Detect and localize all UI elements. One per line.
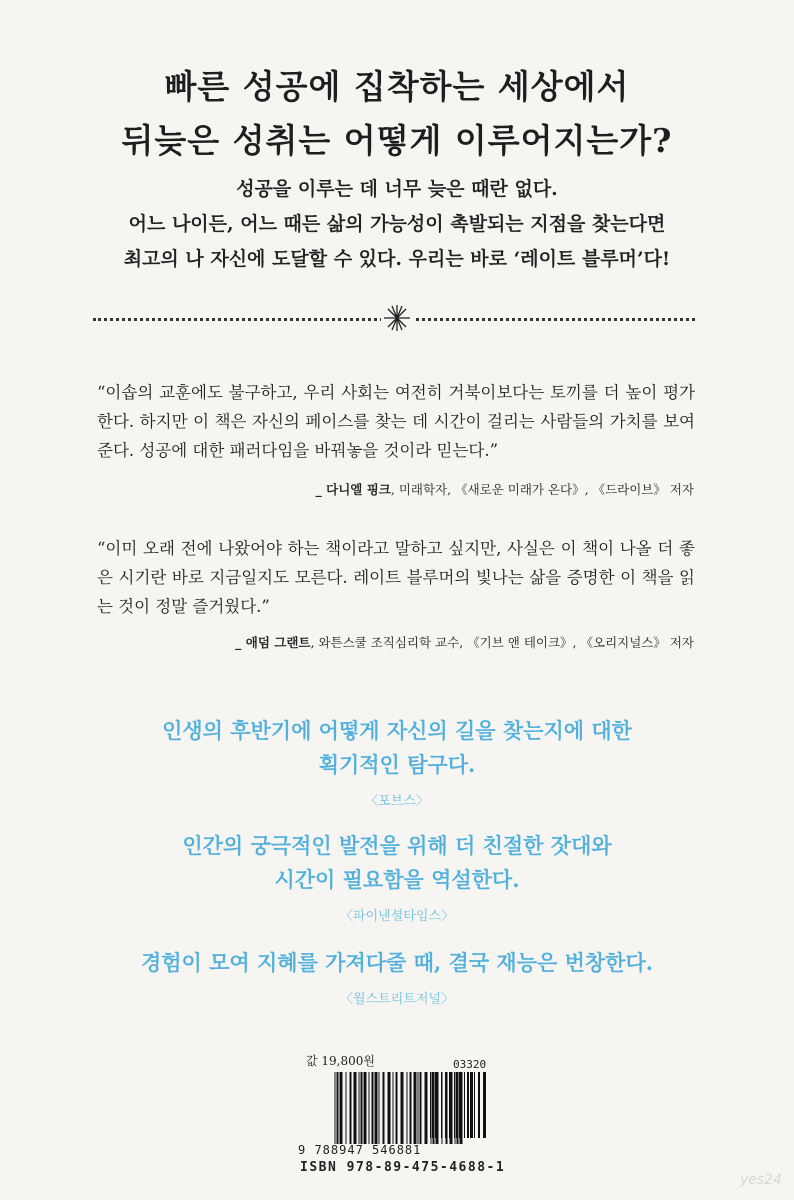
barcode-bar bbox=[467, 1072, 469, 1138]
review-source-1: 〈포브스〉 bbox=[365, 794, 429, 809]
barcode-bar bbox=[414, 1072, 417, 1144]
barcode-bar bbox=[350, 1072, 352, 1144]
barcode-bar bbox=[379, 1072, 380, 1144]
barcode-bar bbox=[410, 1072, 412, 1144]
barcode-bar bbox=[372, 1072, 374, 1144]
press-review-2 bbox=[0, 829, 794, 897]
intro-text bbox=[0, 172, 794, 277]
review-line-2: 획기적인 탐구다. bbox=[318, 752, 476, 777]
barcode-bar bbox=[441, 1072, 442, 1138]
barcode-bar bbox=[346, 1072, 347, 1144]
barcode-bar bbox=[396, 1072, 398, 1144]
intro-line-1: 성공을 이루는 데 너무 늦은 때란 없다. bbox=[236, 178, 558, 200]
barcode-bar bbox=[449, 1072, 452, 1138]
barcode-bar bbox=[464, 1072, 465, 1138]
barcode-bar bbox=[470, 1072, 473, 1138]
review-line-1: 인생의 후반기에 어떻게 자신의 길을 찾는지에 대한 bbox=[162, 718, 632, 743]
barcode-bar bbox=[364, 1072, 367, 1144]
endorsement-quote-1: “이솝의 교훈에도 불구하고, 우리 사회는 여전히 거북이보다는 토끼를 더 높이 평가한다. 하지만 이 책은 자신의 페이스를 찾는 데 시간이 걸리는 사람들의 가치를 보여준다. 성공에 대한 패러다임을 바꿔놓을 것이라 믿는다.” bbox=[97, 383, 695, 460]
headline-line-2: 뒤늦은 성취는 어떻게 이루어지는가? bbox=[121, 121, 673, 160]
barcode-bar bbox=[393, 1072, 394, 1144]
endorser-name: _ 다니엘 핑크 bbox=[315, 482, 391, 497]
endorser-role: , 와튼스쿨 조직심리학 교수, 《기브 앤 테이크》, 《오리지널스》 저자 bbox=[310, 635, 694, 650]
endorser-name: _ 애덤 그랜트 bbox=[235, 635, 311, 650]
barcode-bar bbox=[478, 1072, 480, 1138]
watermark: yes24 bbox=[739, 1172, 782, 1188]
headline-line-1: 빠른 성공에 집착하는 세상에서 bbox=[164, 67, 630, 106]
barcode-bar bbox=[407, 1072, 408, 1144]
barcode-digits: 9 788947 546881 bbox=[298, 1143, 422, 1157]
barcode-bar bbox=[401, 1072, 404, 1144]
barcode-bar bbox=[456, 1072, 458, 1138]
barcode-bar bbox=[459, 1072, 462, 1138]
endorsement-quote-2: “이미 오래 전에 나왔어야 하는 책이라고 말하고 싶지만, 사실은 이 책이 나올 더 좋은 시기란 바로 지금일지도 모른다. 레이트 블루머의 빛나는 삶을 증명한 이 책을 읽는 것이 정말 즐거웠다.” bbox=[97, 539, 695, 616]
barcode-bar bbox=[474, 1072, 475, 1138]
barcode-bar bbox=[430, 1072, 431, 1138]
review-line-1: 경험이 모여 지혜를 가져다줄 때, 결국 재능은 번창한다. bbox=[140, 950, 654, 975]
barcode-bar bbox=[375, 1072, 378, 1144]
barcode-bar bbox=[418, 1072, 419, 1144]
barcode-bar bbox=[361, 1072, 363, 1144]
press-review-1 bbox=[0, 714, 794, 782]
endorser-role: , 미래학자, 《새로운 미래가 온다》, 《드라이브》 저자 bbox=[390, 482, 694, 497]
barcode-bar bbox=[388, 1072, 391, 1144]
barcode-bar bbox=[454, 1072, 455, 1138]
barcode-bar bbox=[354, 1072, 357, 1144]
addon-code: 03320 bbox=[453, 1058, 487, 1071]
price-label: 값 19,800원 bbox=[306, 1054, 375, 1068]
barcode-bar bbox=[383, 1072, 385, 1144]
barcode-bar bbox=[340, 1072, 343, 1144]
review-source-3: 〈월스트리트저널〉 bbox=[340, 992, 454, 1007]
barcode-bar bbox=[337, 1072, 339, 1144]
barcode-bar bbox=[435, 1072, 438, 1138]
barcode-bar bbox=[359, 1072, 360, 1144]
endorsement-attribution-2 bbox=[235, 633, 694, 651]
barcode-bar bbox=[483, 1072, 486, 1138]
headline bbox=[0, 60, 794, 168]
review-line-2: 시간이 필요함을 역설한다. bbox=[274, 867, 520, 892]
addon-barcode bbox=[428, 1066, 488, 1144]
intro-line-3: 최고의 나 자신에 도달할 수 있다. 우리는 바로 ‘레이트 블루머’다! bbox=[123, 248, 671, 270]
review-source-2: 〈파이낸셜타임스〉 bbox=[340, 909, 454, 924]
isbn-number: ISBN 978-89-475-4688-1 bbox=[300, 1160, 506, 1175]
intro-line-2: 어느 나이든, 어느 때든 삶의 가능성이 촉발되는 지점을 찾는다면 bbox=[128, 213, 666, 235]
endorsement-attribution-1 bbox=[316, 480, 694, 498]
barcode-bar bbox=[445, 1072, 447, 1138]
review-line-1: 인간의 궁극적인 발전을 위해 더 친절한 잣대와 bbox=[182, 833, 612, 858]
asterisk-ornament-icon bbox=[381, 302, 413, 334]
barcode-bar bbox=[420, 1072, 422, 1144]
press-review-3 bbox=[0, 946, 794, 980]
barcode-bar bbox=[369, 1072, 370, 1144]
barcode-bar bbox=[335, 1072, 336, 1144]
barcode-bar bbox=[432, 1072, 434, 1138]
